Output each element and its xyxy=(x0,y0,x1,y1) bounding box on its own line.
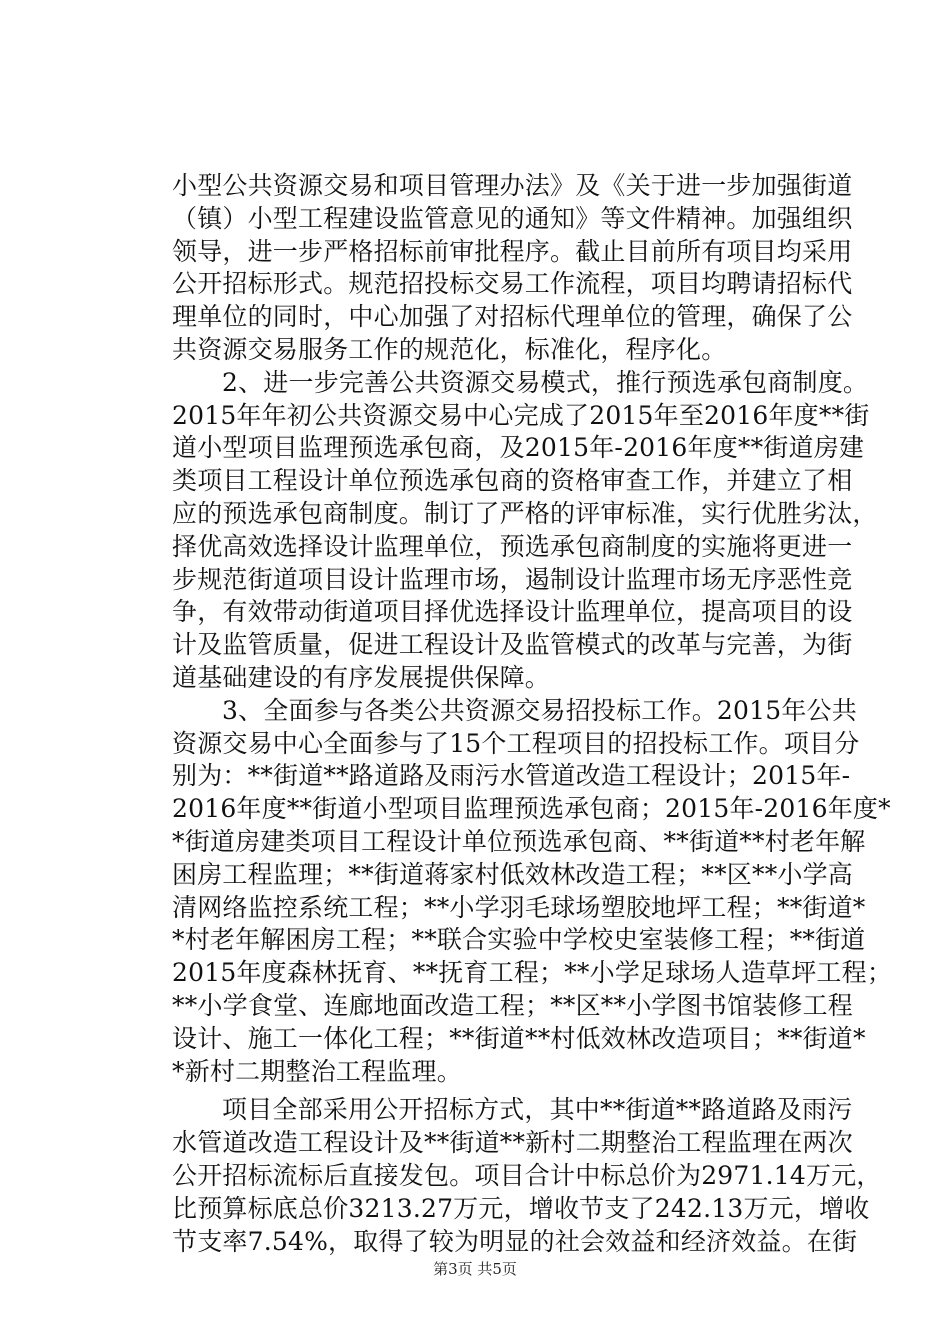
text-line: 设计、施工一体化工程；**街道**村低效林改造项目；**街道* xyxy=(172,1023,866,1053)
text-line: *村老年解困房工程；**联合实验中学校史室装修工程；**街道 xyxy=(172,925,866,955)
text-line: 共资源交易服务工作的规范化，标准化，程序化。 xyxy=(172,334,727,364)
text-line: 水管道改造工程设计及**街道**新村二期整治工程监理在两次 xyxy=(172,1128,853,1158)
text-line: 道基础建设的有序发展提供保障。 xyxy=(172,662,551,692)
text-line: 步规范街道项目设计监理市场，遏制设计监理市场无序恶性竞 xyxy=(172,564,853,594)
text-line: 2016年度**街道小型项目监理预选承包商；2015年-2016年度* xyxy=(172,794,891,824)
text-line: *新村二期整治工程监理。 xyxy=(172,1056,462,1086)
text-line: 争，有效带动街道项目择优选择设计监理单位，提高项目的设 xyxy=(172,597,853,627)
text-line: *街道房建类项目工程设计单位预选承包商、**街道**村老年解 xyxy=(172,826,866,856)
text-line: 类项目工程设计单位预选承包商的资格审查工作，并建立了相 xyxy=(172,466,853,496)
paragraph-1 xyxy=(172,170,852,367)
paragraph-2 xyxy=(172,367,878,695)
paragraph-4 xyxy=(172,1094,882,1258)
page-footer: 第3页 共5页 xyxy=(433,1260,517,1278)
text-line: 理单位的同时，中心加强了对招标代理单位的管理，确保了公 xyxy=(172,302,853,332)
paragraph-3 xyxy=(172,695,893,1089)
text-line: 3、全面参与各类公共资源交易招投标工作。2015年公共 xyxy=(222,695,857,725)
text-line: 2015年度森林抚育、**抚育工程；**小学足球场人造草坪工程； xyxy=(172,958,893,988)
text-line: **小学食堂、连廊地面改造工程；**区**小学图书馆装修工程 xyxy=(172,990,854,1020)
text-line: （镇）小型工程建设监管意见的通知》等文件精神。加强组织 xyxy=(172,203,853,233)
text-line: 择优高效选择设计监理单位，预选承包商制度的实施将更进一 xyxy=(172,531,853,561)
text-line: 小型公共资源交易和项目管理办法》及《关于进一步加强街道 xyxy=(172,171,853,200)
text-line: 公开招标形式。规范招投标交易工作流程，项目均聘请招标代 xyxy=(172,269,853,299)
text-line: 比预算标底总价3213.27万元，增收节支了242.13万元，增收 xyxy=(172,1193,870,1223)
text-line: 项目全部采用公开招标方式，其中**街道**路道路及雨污 xyxy=(222,1095,853,1125)
text-line: 公开招标流标后直接发包。项目合计中标总价为2971.14万元， xyxy=(172,1160,882,1190)
text-line: 清网络监控系统工程；**小学羽毛球场塑胶地坪工程；**街道* xyxy=(172,892,866,922)
document-body xyxy=(172,170,893,1258)
text-line: 2015年年初公共资源交易中心完成了2015年至2016年度**街 xyxy=(172,400,870,430)
text-line: 困房工程监理；**街道蒋家村低效林改造工程；**区**小学高 xyxy=(172,859,854,889)
text-line: 节支率7.54%，取得了较为明显的社会效益和经济效益。在街 xyxy=(172,1226,858,1256)
text-line: 道小型项目监理预选承包商，及2015年-2016年度**街道房建 xyxy=(172,433,865,463)
text-line: 别为：**街道**路道路及雨污水管道改造工程设计；2015年- xyxy=(172,761,851,791)
text-line: 应的预选承包商制度。制订了严格的评审标准，实行优胜劣汰， xyxy=(172,498,878,528)
text-line: 2、进一步完善公共资源交易模式，推行预选承包商制度。 xyxy=(222,367,869,397)
text-line: 领导，进一步严格招标前审批程序。截止目前所有项目均采用 xyxy=(172,236,853,266)
text-line: 资源交易中心全面参与了15个工程项目的招投标工作。项目分 xyxy=(172,728,860,758)
text-line: 计及监管质量，促进工程设计及监管模式的改革与完善，为街 xyxy=(172,630,853,660)
